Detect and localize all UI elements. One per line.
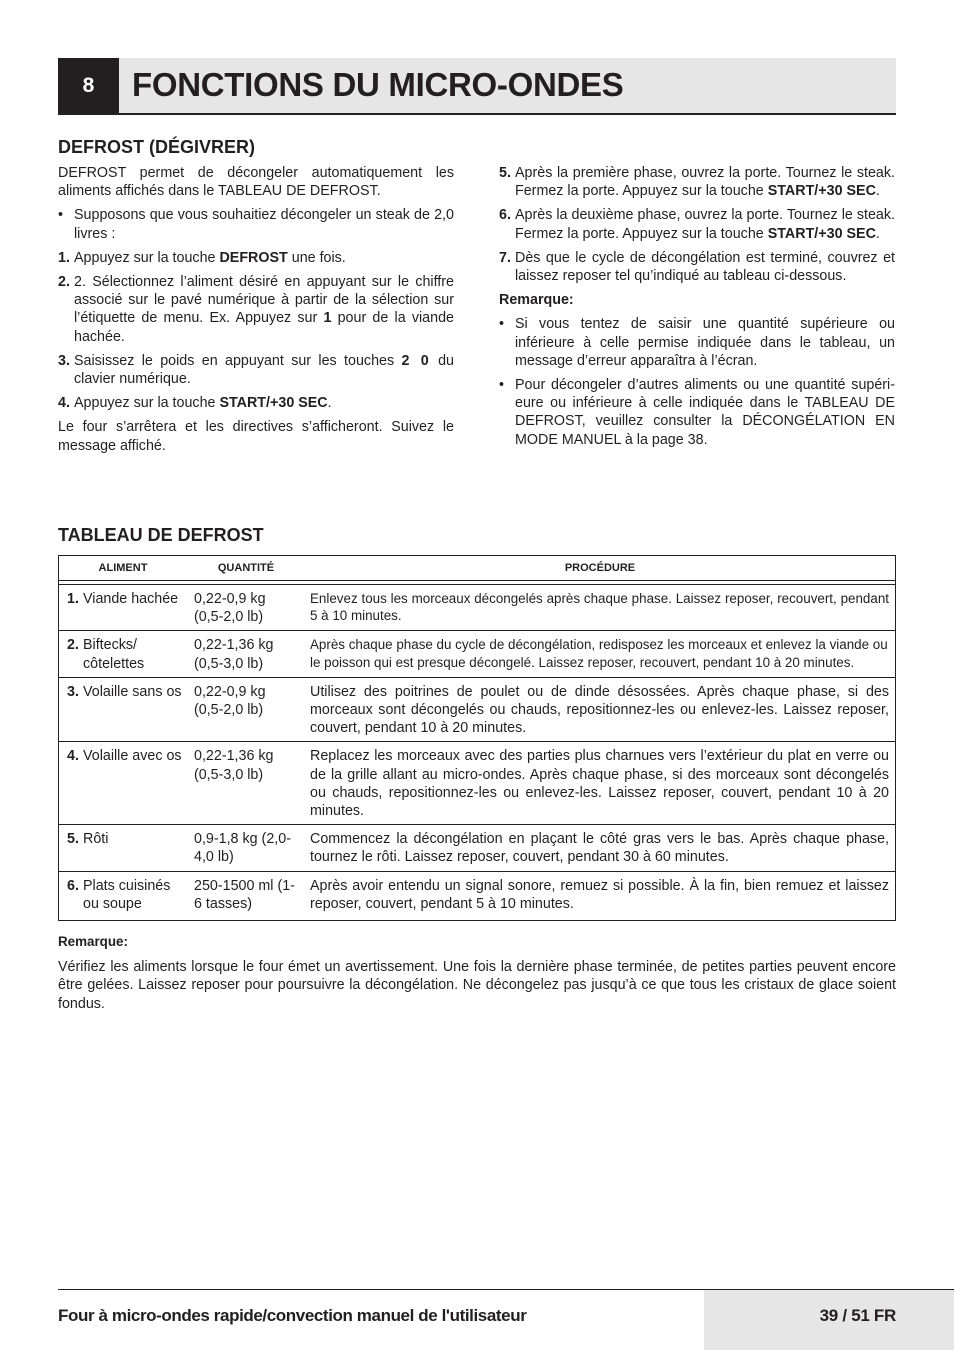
table-row: 1. Viande hachée 0,22-0,9 kg (0,5-2,0 lb) Enlevez tous les morceaux décongelés après chaque phase. Laissez reposer, recouvert, pendant 5 à 10 minutes. bbox=[58, 585, 896, 631]
bullet-icon: • bbox=[499, 316, 505, 333]
bullet-item: • Supposons que vous souhaitiez décongeler un steak de 2,0 livres : bbox=[58, 207, 454, 242]
table-header-row bbox=[58, 556, 896, 581]
remark-label: Remarque: bbox=[58, 934, 128, 949]
chapter-title: FONCTIONS DU MICRO-ONDES bbox=[132, 66, 624, 103]
left-column bbox=[58, 164, 454, 461]
table-row: 6. Plats cuisinés ou soupe 250-1500 ml (1-6 tasses) Après avoir entendu un signal sonore, remuez si possible. À la fin, bien remuez et laissez reposer, couvert, pendant 5 à 10 minutes. bbox=[58, 871, 896, 917]
table-row: 5. Rôti 0,9-1,8 kg (2,0-4,0 lb) Commencez la décongélation en plaçant le côté gras vers le bas. Après chaque phase, tournez le rôti. Laissez reposer, couvert, pendant 30 à 60 minutes. bbox=[58, 825, 896, 871]
step-7: 7. Dès que le cycle de décongélation est terminé, couvrez et laissez reposer tel qu’indiqué au tableau ci-dessous. bbox=[499, 249, 895, 285]
bullet-icon: • bbox=[58, 207, 64, 224]
step-1: 1. Appuyez sur la touche DEFROST une fois. bbox=[58, 249, 346, 266]
bullet-icon: • bbox=[499, 377, 505, 394]
defrost-outro: Le four s’arrêtera et les directives s’afficheront. Suivez le message affiché. bbox=[58, 419, 454, 454]
chapter-number: 8 bbox=[58, 58, 119, 113]
column-header: PROCÉDURE bbox=[304, 556, 896, 581]
chapter-header bbox=[58, 58, 896, 115]
table-heading: TABLEAU DE DEFROST bbox=[58, 525, 264, 545]
defrost-table bbox=[58, 555, 896, 917]
defrost-intro: DEFROST permet de décongeler automatiquement les aliments affichés dans le TABLEAU DE DEFROST. bbox=[58, 165, 454, 200]
defrost-heading: DEFROST (DÉGIVRER) bbox=[58, 137, 256, 157]
table-row: 2. Biftecks/ côtelettes 0,22-1,36 kg (0,5-3,0 lb) Après chaque phase du cycle de décongélation, redisposez les morceaux et enlevez la viande ou le poisson qui est presque décongelé. Laissez reposer, recouvert, pendant 10 à 20 minutes. bbox=[58, 631, 896, 677]
step-3: 3. Saisissez le poids en appuyant sur les touches 2 0 du clavier numérique. bbox=[58, 352, 455, 388]
step-5: 5. Après la première phase, ouvrez la porte. Tournez le steak. Fermez la porte. Appuyez sur la touche START/+30 SEC. bbox=[499, 165, 895, 200]
step-4: 4. Appuyez sur la touche START/+30 SEC. bbox=[58, 395, 332, 412]
column-header: ALIMENT bbox=[58, 556, 188, 581]
column-header: QUANTITÉ bbox=[188, 556, 304, 581]
note-label: Remarque: bbox=[499, 292, 574, 309]
step-2: 2. 2. Sélectionnez l’aliment désiré en appuyant sur le chiffre associé sur le pavé numérique à partir de la sélection sur l’étiquette de menu. Ex. Appuyez sur 1 pour de la viande hachée. bbox=[58, 274, 454, 345]
footer-page-number: 39 / 51 FR bbox=[819, 1306, 896, 1325]
remark-block bbox=[58, 933, 896, 1019]
right-column bbox=[499, 164, 895, 455]
remark-text: Vérifiez les aliments lorsque le four émet un avertissement. Une fois la dernière phase terminée, de petites parties peuvent encore être gelées. Laissez reposer pour poursuivre la décongélation. Ne décongelez pas jusqu’à ce que tous les cristaux de glace soient fondus. bbox=[58, 959, 896, 1012]
note-item: • Si vous tentez de saisir une quantité supérieure ou inférieure à celle permise indiquée dans le tableau, un message d’erreur apparaîtra à l’écran. bbox=[499, 316, 895, 369]
step-6: 6. Après la deuxième phase, ouvrez la porte. Tournez le steak. Fermez la porte. Appuyez sur la touche START/+30 SEC. bbox=[499, 207, 895, 242]
table-row: 3. Volaille sans os 0,22-0,9 kg (0,5-2,0 lb) Utilisez des poitrines de poulet ou de dinde désossées. Après chaque phase, si des morceaux sont décongelés ou chauds, repositionnez-les ou enlevez-les. Laissez reposer, couvert, pendant 10 à 20 minutes. bbox=[58, 677, 896, 742]
table-row: 4. Volaille avec os 0,22-1,36 kg (0,5-3,0 lb) Replacez les morceaux avec des parties plus charnues vers l’extérieur du plat en verre ou de la grille allant au micro-ondes. Après chaque phase, si des morceaux sont décongelés ou chauds, repositionnez-les ou enlevez-les. Laissez reposer, couvert, pendant 10 à 20 minutes. bbox=[58, 742, 896, 825]
note-item: • Pour décongeler d’autres aliments ou une quantité supéri-eure ou inférieure à celle indiquée dans le TABLEAU DE DEFROST, veuillez consulter la DÉCONGÉLATION EN MODE MANUEL à la page 38. bbox=[499, 377, 895, 448]
footer-manual-title: Four à micro-ondes rapide/convection manuel de l'utilisateur bbox=[58, 1306, 527, 1325]
